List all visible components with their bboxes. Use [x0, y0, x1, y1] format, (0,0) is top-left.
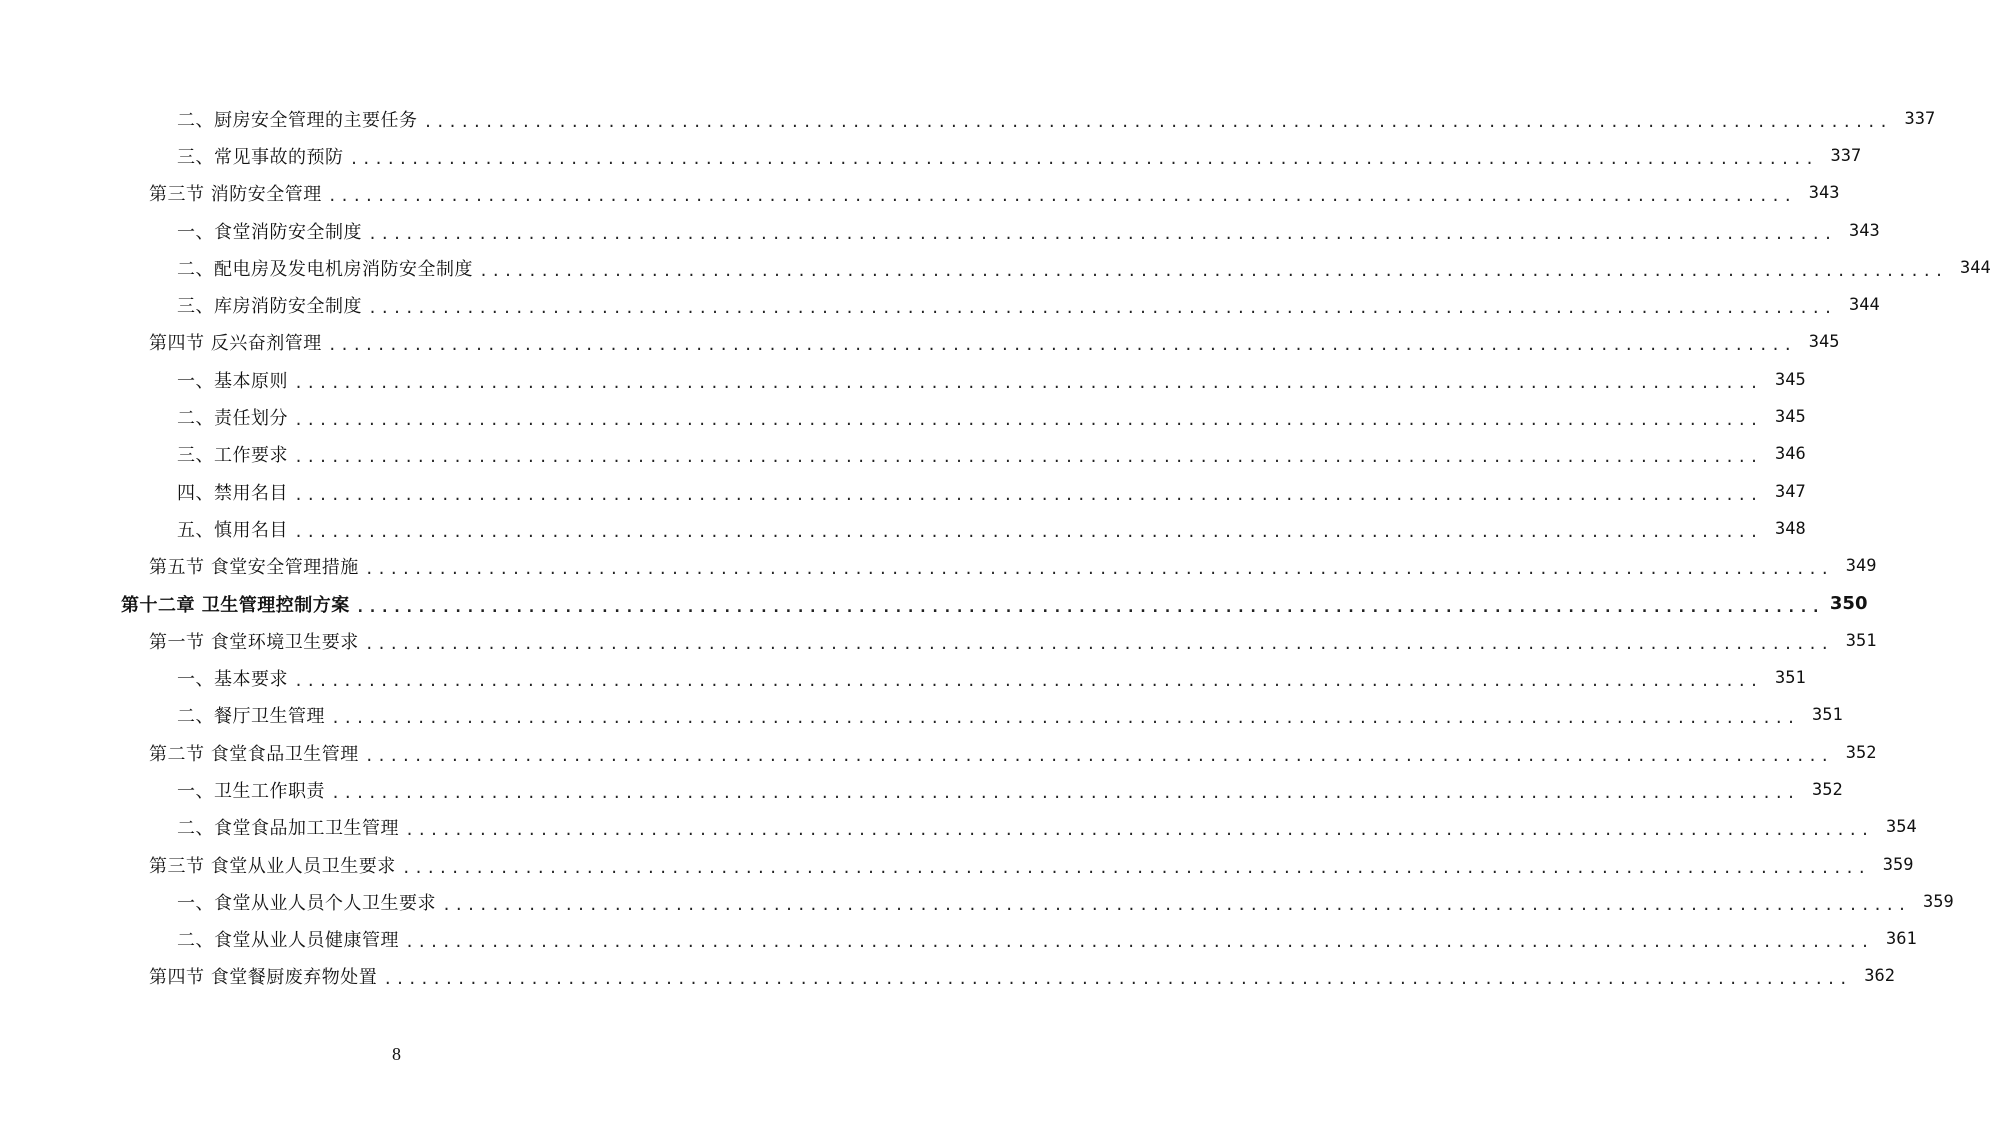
toc-entry[interactable] — [0, 175, 1840, 212]
toc-entry[interactable] — [0, 883, 1954, 920]
toc-entry-title: 三、常见事故的预防 — [177, 146, 344, 168]
toc-entry-title: 第二节 食堂食品卫生管理 — [149, 743, 359, 765]
table-of-contents — [0, 100, 1991, 995]
toc-entry-page: 343 — [1848, 220, 1880, 241]
toc-entry-page: 344 — [1848, 295, 1880, 316]
toc-entry[interactable] — [0, 809, 1917, 846]
toc-entry[interactable] — [0, 286, 1880, 323]
leader-dots: ........................................................................................................................ — [294, 485, 1762, 504]
leader-dots: ........................................................................................................................ — [327, 187, 1796, 206]
leader-dots: ........................................................................................................................ — [294, 672, 1762, 691]
toc-entry[interactable] — [0, 137, 1862, 174]
toc-entry-title: 二、厨房安全管理的主要任务 — [177, 109, 418, 131]
toc-entry[interactable] — [0, 473, 1806, 510]
toc-entry[interactable] — [0, 436, 1806, 473]
toc-entry-title: 第四节 反兴奋剂管理 — [149, 333, 322, 355]
toc-entry[interactable] — [0, 510, 1806, 547]
toc-entry-page: 345 — [1774, 407, 1806, 428]
toc-entry[interactable] — [0, 697, 1843, 734]
toc-entry-title: 第一节 食堂环境卫生要求 — [149, 631, 359, 653]
toc-entry-page: 354 — [1885, 817, 1917, 838]
leader-dots: ........................................................................................................................ — [364, 634, 1833, 653]
toc-entry-title: 一、食堂从业人员个人卫生要求 — [177, 892, 436, 914]
toc-entry[interactable] — [0, 958, 1895, 995]
toc-entry-title: 第三节 食堂从业人员卫生要求 — [149, 855, 396, 877]
toc-entry[interactable] — [0, 100, 1936, 137]
toc-entry[interactable] — [0, 921, 1917, 958]
toc-entry[interactable] — [0, 548, 1877, 585]
toc-entry-title: 第三节 消防安全管理 — [149, 184, 322, 206]
leader-dots: ........................................................................................................................ — [331, 783, 1799, 802]
toc-entry-page: 343 — [1808, 183, 1840, 204]
leader-dots: ........................................................................................................................ — [349, 149, 1818, 168]
toc-entry[interactable] — [0, 324, 1840, 361]
toc-entry-title: 第十二章 卫生管理控制方案 — [121, 594, 350, 616]
leader-dots: ........................................................................................................................ — [364, 746, 1833, 765]
toc-entry-page: 351 — [1811, 705, 1843, 726]
leader-dots: ........................................................................................................................ — [383, 970, 1851, 989]
leader-dots: ........................................................................................................................ — [364, 560, 1833, 579]
toc-entry[interactable] — [0, 398, 1806, 435]
toc-entry[interactable] — [0, 846, 1914, 883]
toc-entry[interactable] — [0, 622, 1877, 659]
toc-entry[interactable] — [0, 771, 1843, 808]
toc-entry-title: 一、基本原则 — [177, 370, 288, 392]
leader-dots: ........................................................................................................................ — [479, 261, 1947, 280]
toc-entry-title: 三、工作要求 — [177, 445, 288, 467]
toc-entry-page: 345 — [1808, 332, 1840, 353]
toc-entry-title: 二、食堂从业人员健康管理 — [177, 930, 399, 952]
toc-entry-title: 五、慎用名目 — [177, 519, 288, 541]
toc-entry-page: 337 — [1904, 108, 1936, 129]
toc-entry-page: 345 — [1774, 369, 1806, 390]
toc-entry[interactable] — [0, 212, 1880, 249]
leader-dots: ........................................................................................................................ — [368, 299, 1836, 318]
leader-dots: ........................................................................................................................ — [294, 411, 1762, 430]
leader-dots: ........................................................................................................................ — [327, 336, 1796, 355]
toc-entry[interactable] — [0, 659, 1806, 696]
toc-entry-page: 337 — [1830, 145, 1862, 166]
toc-entry-page: 347 — [1774, 481, 1806, 502]
toc-entry-page: 359 — [1922, 891, 1954, 912]
toc-entry-title: 一、基本要求 — [177, 669, 288, 691]
leader-dots: ........................................................................................................................ — [368, 224, 1836, 243]
toc-entry-page: 351 — [1774, 668, 1806, 689]
toc-chapter-entry[interactable] — [0, 585, 1868, 622]
leader-dots: ........................................................................................................................ — [355, 597, 1824, 616]
leader-dots: ........................................................................................................................ — [405, 821, 1873, 840]
toc-entry-page: 346 — [1774, 444, 1806, 465]
toc-entry-title: 二、食堂食品加工卫生管理 — [177, 818, 399, 840]
toc-entry-title: 三、库房消防安全制度 — [177, 296, 362, 318]
toc-entry[interactable] — [0, 249, 1991, 286]
toc-entry[interactable] — [0, 734, 1877, 771]
toc-entry-page: 352 — [1811, 779, 1843, 800]
leader-dots: ........................................................................................................................ — [423, 112, 1892, 131]
toc-entry-title: 一、卫生工作职责 — [177, 780, 325, 802]
toc-entry-page: 349 — [1845, 556, 1877, 577]
toc-entry-title: 一、食堂消防安全制度 — [177, 221, 362, 243]
leader-dots: ........................................................................................................................ — [294, 373, 1762, 392]
toc-entry-title: 四、禁用名目 — [177, 482, 288, 504]
toc-entry-title: 二、餐厅卫生管理 — [177, 706, 325, 728]
toc-entry-page: 348 — [1774, 518, 1806, 539]
toc-entry-page: 352 — [1845, 742, 1877, 763]
leader-dots: ........................................................................................................................ — [405, 933, 1873, 952]
leader-dots: ........................................................................................................................ — [294, 522, 1762, 541]
toc-entry[interactable] — [0, 361, 1806, 398]
toc-entry-title: 二、配电房及发电机房消防安全制度 — [177, 258, 473, 280]
toc-entry-page: 361 — [1885, 929, 1917, 950]
toc-entry-title: 第四节 食堂餐厨废弃物处置 — [149, 967, 378, 989]
toc-entry-title: 第五节 食堂安全管理措施 — [149, 557, 359, 579]
toc-entry-page: 359 — [1882, 854, 1914, 875]
toc-entry-page: 362 — [1864, 966, 1895, 987]
toc-entry-page: 351 — [1845, 630, 1877, 651]
toc-entry-title: 二、责任划分 — [177, 408, 288, 430]
toc-entry-page: 344 — [1959, 257, 1991, 278]
leader-dots: ........................................................................................................................ — [331, 709, 1799, 728]
leader-dots: ........................................................................................................................ — [294, 448, 1762, 467]
leader-dots: ........................................................................................................................ — [401, 858, 1870, 877]
toc-entry-page: 350 — [1829, 593, 1868, 614]
leader-dots: ........................................................................................................................ — [442, 895, 1910, 914]
page-number: 8 — [392, 1044, 401, 1064]
